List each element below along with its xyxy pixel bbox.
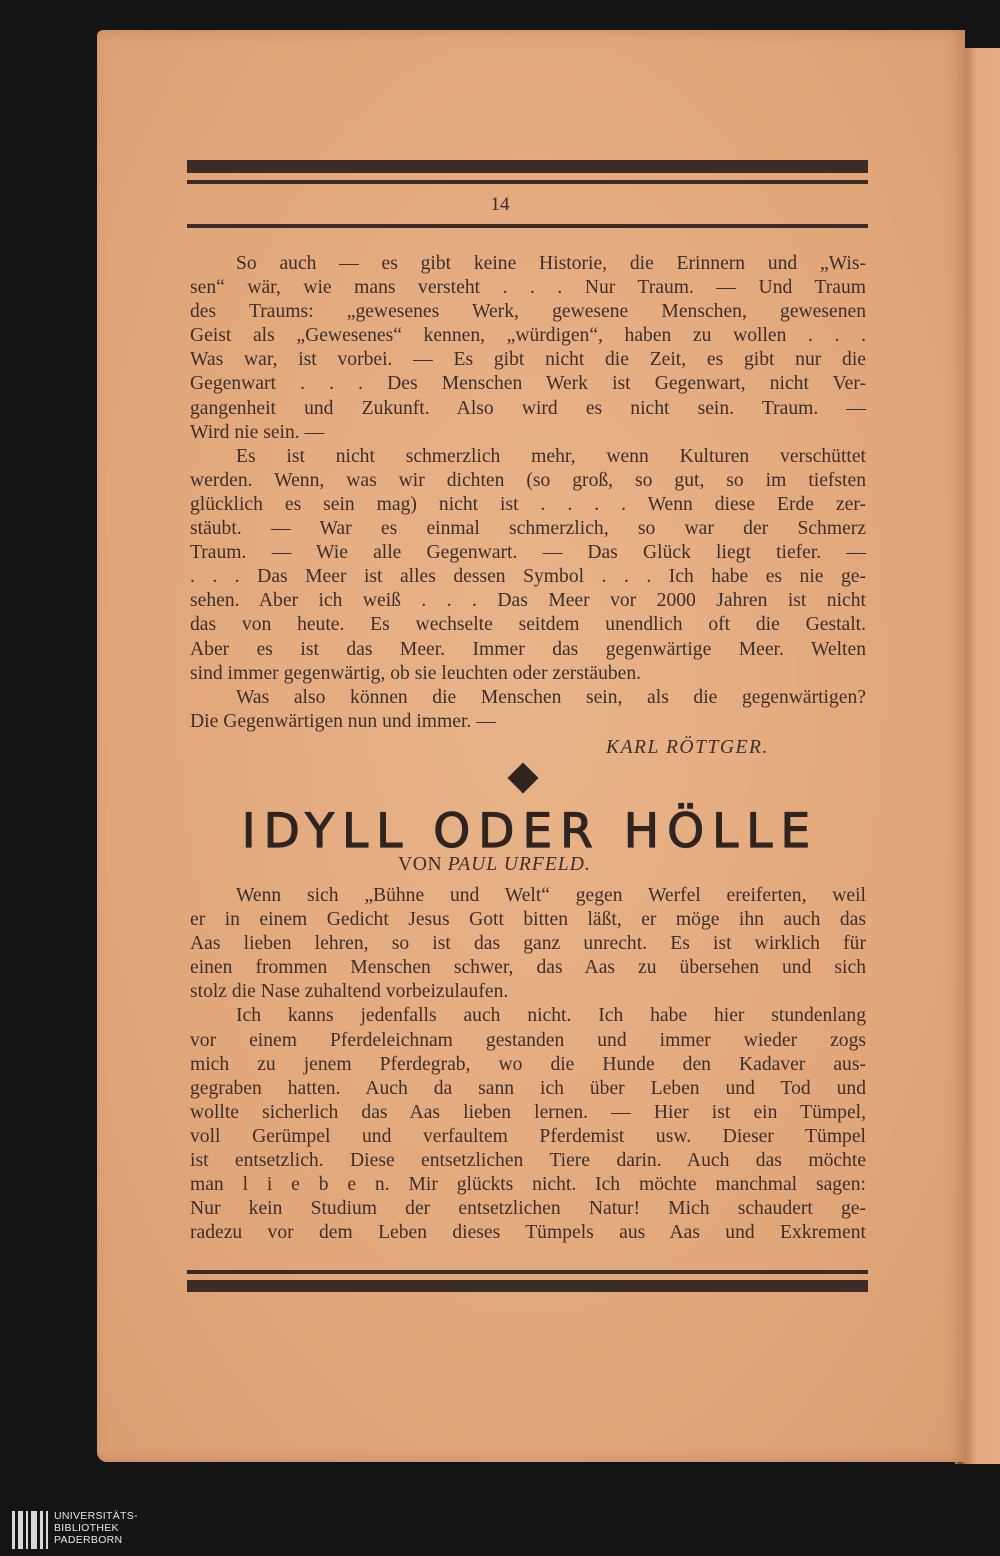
text-line: Was also können die Menschen sein, als die gegenwärtigen? xyxy=(236,686,866,708)
essay-text-1 xyxy=(190,252,866,734)
text-line: ist entsetzlich. Diese entsetzlichen Tiere darin. Auch das möchte xyxy=(190,1150,866,1172)
page-number: 14 xyxy=(490,194,510,215)
essay-text-2 xyxy=(190,884,866,1245)
text-line: das von heute. Es wechselte seitdem unendlich oft die Gestalt. xyxy=(190,614,866,636)
author-signature: KARL RÖTTGER. xyxy=(606,737,769,758)
text-line: er in einem Gedicht Jesus Gott bitten läßt, er möge ihn auch das xyxy=(190,909,866,931)
text-line: gangenheit und Zukunft. Also wird es nicht sein. Traum. — xyxy=(190,397,866,419)
text-line: wollte sicherlich das Aas lieben lernen. — Hier ist ein Tümpel, xyxy=(190,1101,866,1123)
text-line: voll Gerümpel und verfaultem Pferdemist usw. Dieser Tümpel xyxy=(190,1125,866,1147)
text-line: Aas lieben lehren, so ist das ganz unrecht. Es ist wirklich für xyxy=(190,933,866,955)
footer-rule-thin xyxy=(187,1270,868,1274)
text-line: So auch — es gibt keine Historie, die Erinnern und „Wis- xyxy=(236,253,866,274)
text-line: gegraben hatten. Auch da sann ich über Leben und Tod und xyxy=(190,1077,866,1099)
book-page xyxy=(97,30,965,1462)
text-line: man l i e b e n. Mir glückts nicht. Ich möchte manchmal sagen: xyxy=(190,1174,866,1196)
text-line: sind immer gegenwärtig, ob sie leuchten oder zerstäuben. xyxy=(190,662,642,684)
text-line: Wird nie sein. — xyxy=(190,421,325,443)
subheader-rule xyxy=(187,224,868,228)
byline-author: PAUL URFELD. xyxy=(447,854,591,875)
text-line: stäubt. — War es einmal schmerzlich, so war der Schmerz xyxy=(190,518,866,540)
text-line: Gegenwart . . . Des Menschen Werk ist Gegenwart, nicht Ver- xyxy=(190,373,866,395)
text-line: glücklich es sein mag) nicht ist . . . . Wenn diese Erde zer- xyxy=(190,493,866,515)
article-byline xyxy=(398,854,591,876)
byline-prefix: VON xyxy=(398,854,443,875)
header-rule-thick xyxy=(187,160,868,173)
logo-line-3: PADERBORN xyxy=(54,1534,123,1546)
text-line: Ich kanns jedenfalls auch nicht. Ich habe hier stundenlang xyxy=(236,1005,866,1027)
footer-rule-thick xyxy=(187,1280,868,1292)
text-line: Es ist nicht schmerzlich mehr, wenn Kulturen verschüttet xyxy=(236,445,866,467)
text-line: mich zu jenem Pferdegrab, wo die Hunde den Kadaver aus- xyxy=(190,1053,866,1075)
text-line: Die Gegenwärtigen nun und immer. — xyxy=(190,710,496,732)
text-line: sen“ wär, wie mans versteht . . . Nur Traum. — Und Traum xyxy=(190,277,866,299)
text-line: Traum. — Wie alle Gegenwart. — Das Glück liegt tiefer. — xyxy=(190,542,866,564)
text-line: werden. Wenn, was wir dichten (so groß, so gut, so im tiefsten xyxy=(190,469,866,491)
article-title: IDYLL ODER HÖLLE xyxy=(241,804,819,859)
text-line: Wenn sich „Bühne und Welt“ gegen Werfel ereiferten, weil xyxy=(236,885,866,906)
adjacent-page-edge xyxy=(962,48,1000,1464)
text-line: Aber es ist das Meer. Immer das gegenwärtige Meer. Welten xyxy=(190,638,866,660)
text-line: stolz die Nase zuhaltend vorbeizulaufen. xyxy=(190,981,509,1003)
text-line: einen frommen Menschen schwer, das Aas zu übersehen und sich xyxy=(190,957,866,979)
logo-line-2: BIBLIOTHEK xyxy=(54,1522,119,1534)
header-rule-thin xyxy=(187,180,868,184)
logo-line-1: UNIVERSITÄTS- xyxy=(54,1510,138,1522)
text-line: sehen. Aber ich weiß . . . Das Meer vor 2000 Jahren ist nicht xyxy=(190,590,866,612)
text-line: radezu vor dem Leben dieses Tümpels aus Aas und Exkrement xyxy=(190,1222,866,1244)
library-logo-bars-icon xyxy=(8,1509,52,1553)
library-logo xyxy=(8,1509,158,1553)
text-line: des Traums: „gewesenes Werk, gewesene Menschen, gewesenen xyxy=(190,301,866,323)
text-line: . . . Das Meer ist alles dessen Symbol . . . Ich habe es nie ge- xyxy=(190,566,866,588)
text-line: vor einem Pferdeleichnam gestanden und immer wieder zogs xyxy=(190,1029,866,1051)
text-line: Was war, ist vorbei. — Es gibt nicht die Zeit, es gibt nur die xyxy=(190,349,866,371)
text-line: Geist als „Gewesenes“ kennen, „würdigen“, haben zu wollen . . . xyxy=(190,325,866,347)
library-logo-text xyxy=(54,1510,138,1546)
text-line: Nur kein Studium der entsetzlichen Natur! Mich schaudert ge- xyxy=(190,1198,866,1220)
